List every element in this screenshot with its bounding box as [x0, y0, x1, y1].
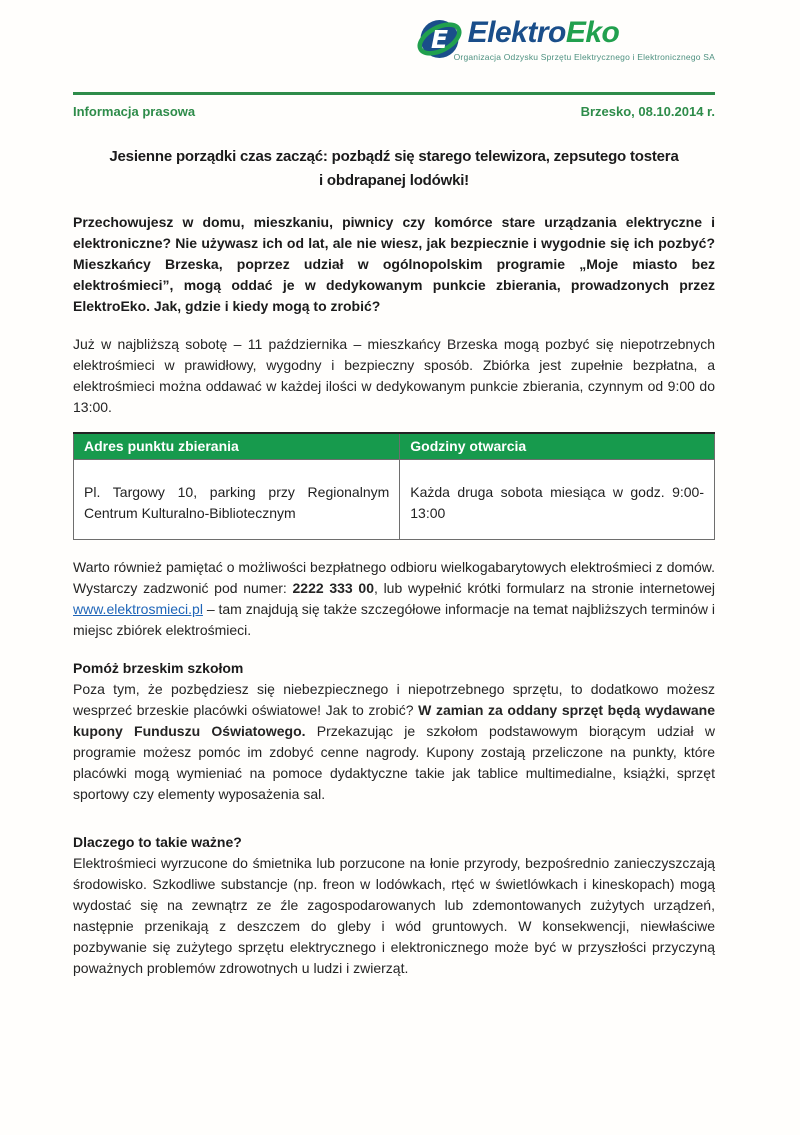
header-divider-rule [73, 92, 715, 95]
document-title-line2: i obdrapanej lodówki! [319, 172, 469, 189]
logo-wordmark-eko: Eko [565, 16, 620, 49]
logo-wordmark [468, 16, 715, 50]
doc-type-label: Informacja prasowa [73, 104, 196, 119]
table-row [74, 460, 715, 540]
table-header-row [74, 433, 715, 460]
logo-wordmark-elektro: Elektro [467, 16, 566, 49]
table-header-address: Adres punktu zbierania [74, 433, 400, 460]
logo-tagline: Organizacja Odzysku Sprzętu Elektrycznego i Elektronicznego SA [453, 52, 715, 62]
dateline: Brzesko, 08.10.2014 r. [580, 104, 715, 119]
collection-info-paragraph: Już w najbliższą sobotę – 11 października – mieszkańcy Brzeska mogą pozbyć się niepotrzebnych elektrośmieci w prawidłowy, wygodny i bezpieczny sposób. Zbiórka jest zupełnie bezpłatna, a elektrośmieci można oddawać w każdej ilości w dedykowanym punkcie zbierania, czynnym od 9:00 do 13:00. [73, 336, 715, 415]
meta-row [73, 104, 715, 119]
logo-text-block [453, 16, 715, 62]
section-heading-why: Dlaczego to takie ważne? [73, 834, 242, 850]
collection-points-table [73, 432, 715, 540]
logo-row [73, 16, 715, 68]
table-cell-hours: Każda druga sobota miesiąca w godz. 9:00-13:00 [400, 460, 715, 540]
table-header-hours: Godziny otwarcia [400, 433, 715, 460]
lead-paragraph: Przechowujesz w domu, mieszkaniu, piwnicy czy komórce stare urządzania elektryczne i elektroniczne? Nie używasz ich od lat, ale nie wiesz, jak bezpiecznie i wygodnie się ich pozbyć? Mieszkańcy Brzeska, poprzez udział w ogólnopolskim programie „Moje miasto bez elektrośmieci”, mogą oddać je w dedykowanym punkcie zbierania, prowadzonych przez ElektroEko. Jak, gdzie i kiedy mogą to zrobić? [73, 214, 715, 314]
svg-text:E: E [430, 25, 448, 54]
why-paragraph: Elektrośmieci wyrzucone do śmietnika lub porzucone na łonie przyrody, bezpośrednio zanieczyszczają środowisko. Szkodliwe substancje (np. freon w lodówkach, rtęć w świetlówkach i kineskopach) mogą wydostać się na zewnątrz ze źle zagospodarowanych lub zdemontowanych zużytych urządzeń, następnie przenikają z deszczem do gleby i wód gruntowych. W konsekwencji, niewłaściwe pozbywanie się zużytego sprzętu elektrycznego i elektronicznego może być w przyszłości przyczyną poważnych problemów zdrowotnych u ludzi i zwierząt. [73, 855, 715, 976]
document-title-line1: Jesienne porządki czas zacząć: pozbądź się starego telewizora, zepsutego tostera [109, 148, 679, 165]
document-title [73, 145, 715, 193]
elektroeko-logo [416, 16, 715, 68]
section-heading-schools: Pomóż brzeskim szkołom [73, 660, 244, 676]
schools-paragraph: Poza tym, że pozbędziesz się niebezpiecznego i niepotrzebnego sprzętu, to dodatkowo możesz wesprzeć brzeskie placówki oświatowe! Jak to zrobić? W zamian za oddany sprzęt będą wydawane kupony Funduszu Oświatowego. Przekazując je szkołom podstawowym biorącym udział w programie możesz pomóc im zdobyć cenne nagrody. Kupony zostają przeliczone na punkty, które placówki mogą wymieniać na pomoce dydaktyczne takie jak tablice multimedialne, książki, sprzęt sportowy czy elementy wyposażenia sal. [73, 681, 715, 802]
table-cell-address: Pl. Targowy 10, parking przy Regionalnym Centrum Kulturalno-Bibliotecznym [74, 460, 400, 540]
pickup-info-paragraph: Warto również pamiętać o możliwości bezpłatnego odbioru wielkogabarytowych elektrośmieci z domów. Wystarczy zadzwonić pod numer: 2222 333 00, lub wypełnić krótki formularz na stronie internetowej www.elektrosmieci.pl – tam znajdują się także szczegółowe informacje na temat najbliższych terminów i miejsc zbiórek elektrośmieci. [73, 559, 715, 638]
website-link[interactable]: www.elektrosmieci.pl [73, 601, 203, 617]
